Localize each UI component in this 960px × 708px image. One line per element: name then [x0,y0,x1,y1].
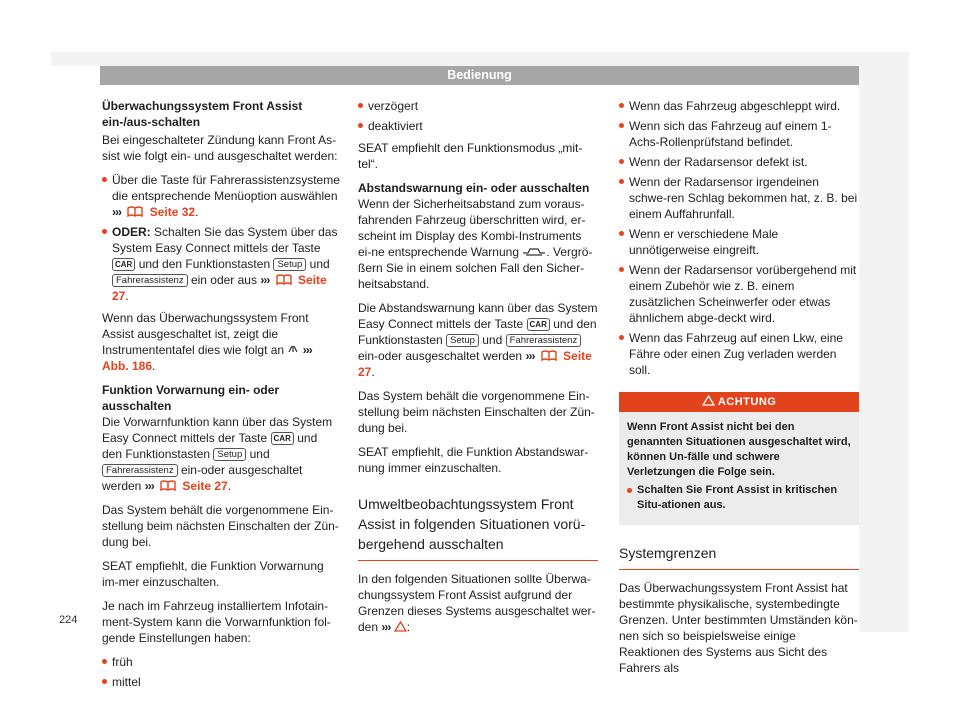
section-header: Bedienung [100,66,859,85]
paragraph: Die Abstandswarnung kann über das System Easy Connect mittels der Taste CAR und den Funktionstasten Setup und Fahrerassistenz ein-oder ausgeschaltet werden ››› Seite 27. [358,301,598,379]
warning-text: Wenn Front Assist nicht bei den genannten Situationen ausgeschaltet wird, können Un-fälle und schwere Verletzungen die Folge sein. [627,421,851,478]
arrow-glyph: ››› [381,620,391,634]
warning-triangle-icon [394,621,407,632]
paragraph: Je nach im Fahrzeug installiertem Infotain-ment-System kann die Vorwarnfunktion fol-gende Einstellungen haben: [102,599,331,645]
list-item: früh [102,654,340,670]
paragraph: Das System behält die vorgenommene Ein-stellung beim nächsten Einschalten der Zün-dung bei. [102,503,339,549]
paragraph: In den folgenden Situationen sollte Überwa-chungssystem Front Assist aufgrund der Grenzen dieses Systems ausgeschaltet wer-den ››› : [358,572,596,634]
warning-body [619,412,859,525]
paragraph: Wenn der Sicherheitsabstand zum voraus-fahrenden Fahrzeug überschritten wird, er-scheint im Display des Kombi-Instruments ei-ne entsprechende Warnung . Vergrö-ßern Sie in einem solchen Fall den Sicher-heitsabstand. [358,197,593,291]
car-key: CAR [112,258,135,271]
list-item: Wenn der Radarsensor irgendeinen schwe-ren Schlag bekommen hat, z. B. bei einem Auffahrunfall. [619,174,859,222]
arrow-glyph: ››› [302,343,312,357]
paragraph: Die Vorwarnfunktion kann über das System Easy Connect mittels der Taste CAR und den Funktionstasten Setup und Fahrerassistenz ein-oder ausgeschaltet werden ››› Seite 27. [102,415,333,493]
warning-list [627,483,851,513]
setup-key: Setup [213,448,246,461]
situation-list [619,98,859,378]
figure-link[interactable]: Abb. 186 [102,359,153,373]
column-middle [358,98,598,643]
assist-key: Fahrerassistenz [102,464,178,477]
setup-key: Setup [446,334,479,347]
list-item: Wenn das Fahrzeug abgeschleppt wird. [619,98,859,114]
arrow-glyph: ››› [112,205,121,219]
book-icon [541,350,557,361]
page-link[interactable]: Seite 32 [149,205,196,219]
bullet-list [102,172,340,304]
paragraph: SEAT empfiehlt, die Funktion Vorwarnung im-mer einzuschalten. [102,559,324,589]
list-item: Wenn sich das Fahrzeug auf einem 1-Achs-Rollenprüfstand befindet. [619,118,859,150]
intro-text: Bei eingeschalteter Zündung kann Front As-sist wie folgt ein- und ausgeschaltet werden: [102,133,338,163]
list-item: Wenn der Radarsensor vorübergehend mit einem Zubehör wie z. B. einem zusätzlichen Scheinwerfer oder etwas ähnlichem abge-deckt wird. [619,262,859,326]
page-link[interactable]: Seite 27 [112,273,327,303]
column-left [102,98,340,696]
warning-title: ACHTUNG [717,396,777,408]
subheading: Abstandswarnung ein- oder ausschalten [358,181,590,195]
column-right [619,98,859,684]
list-item: Über die Taste für Fahrerassistenzsysteme die entsprechende Menüoption auswählen ››› Seite 32. [102,172,340,220]
page-link[interactable]: Seite 27 [358,349,592,379]
option-list [102,654,340,690]
list-item: ODER: Schalten Sie das System über das System Easy Connect mittels der Taste CAR und den Funktionstasten Setup und Fahrerassistenz ein oder aus ››› Seite 27. [102,224,340,304]
section-heading: Umweltbeobachtungssystem Front Assist in folgenden Situationen vorü-bergehend ausschalten [358,494,598,561]
page-link[interactable]: Seite 27 [182,479,228,493]
section-heading: Systemgrenzen [619,543,859,570]
assist-key: Fahrerassistenz [506,334,582,347]
section-title: Überwachungssystem Front Assist ein-/aus-schalten [102,99,303,129]
book-icon [276,274,292,285]
list-item: Wenn der Radarsensor defekt ist. [619,154,859,170]
paragraph: SEAT empfiehlt, die Funktion Abstandswar-nung immer einzuschalten. [358,445,589,475]
list-item: Wenn das Fahrzeug auf einen Lkw, eine Fähre oder einen Zug verladen werden soll. [619,330,859,378]
arrow-glyph: ››› [144,479,154,493]
option-list [358,98,598,134]
paragraph: SEAT empfiehlt den Funktionsmodus „mit-tel“. [358,141,583,171]
book-icon [127,206,143,217]
distance-warning-icon [522,246,546,256]
setup-key: Setup [273,258,306,271]
book-icon [160,480,176,491]
paragraph: Das Überwachungssystem Front Assist hat bestimmte physikalische, systembedingte Grenzen. Unter bestimmten Umständen kön-nen sich so beispielsweise einige Reaktionen des Systems aus Sicht des Fahrers als [619,581,858,675]
arrow-glyph: ››› [260,273,270,287]
list-item: Wenn er verschiedene Male unnötigerweise eingreift. [619,226,859,258]
warning-box [619,392,859,525]
assist-key: Fahrerassistenz [112,274,188,287]
arrow-glyph: ››› [525,349,535,363]
paragraph: Das System behält die vorgenommene Ein-stellung beim nächsten Einschalten der Zün-dung bei. [358,389,595,435]
paragraph: Wenn das Überwachungssystem Front Assist ausgeschaltet ist, zeigt die Instrumententafel dies wie folgt an ››› Abb. 186. [102,311,312,373]
front-assist-off-icon [287,344,299,354]
car-key: CAR [527,318,550,331]
page-number: 224 [59,614,78,626]
warning-triangle-icon [702,395,715,406]
warning-header [619,392,859,412]
list-item: Schalten Sie Front Assist in kritischen Situ-ationen aus. [627,483,851,513]
car-key: CAR [271,432,294,445]
list-item: deaktiviert [358,118,598,134]
list-item: verzögert [358,98,598,114]
list-item: mittel [102,674,340,690]
subheading: Funktion Vorwarnung ein- oder ausschalten [102,383,280,413]
